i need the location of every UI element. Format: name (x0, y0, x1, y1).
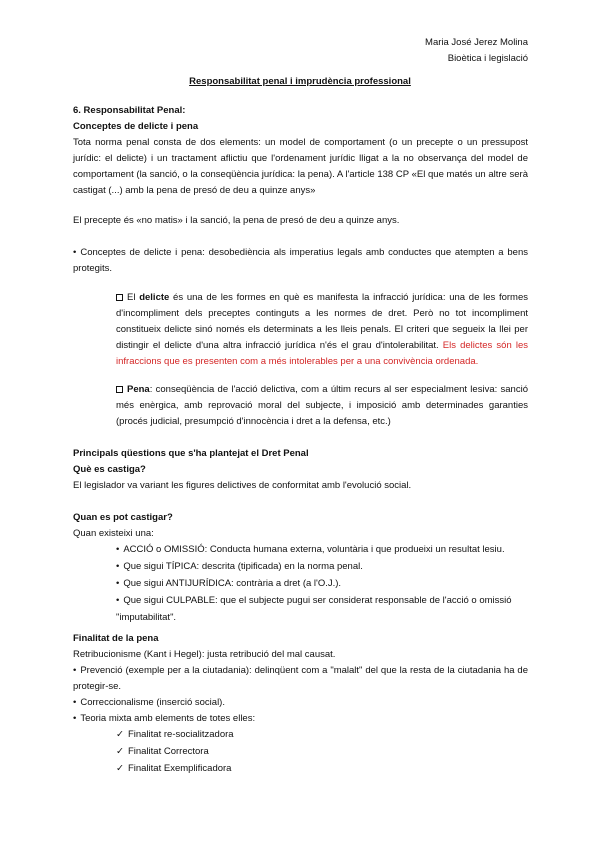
bullet-icon: • (116, 595, 120, 606)
pena-item (116, 382, 528, 430)
bullet-icon: • (116, 561, 120, 572)
check-item: ✓ Finalitat Exemplificadora (116, 760, 231, 777)
bullet-text: Conceptes de delicte i pena: desobediència als imperatius legals amb conductes que atempten a bens protegits. (73, 247, 528, 274)
bullet-icon: • (73, 665, 77, 676)
precept-paragraph: El precepte és «no matis» i la sanció, la pena de presó de deu a quinze anys. (73, 215, 400, 226)
list-item: • Que sigui CULPABLE: que el subjecte pugui ser considerat responsable de l'acció o omissió "imputabilitat". (116, 592, 528, 626)
list-item: • Que sigui ANTIJURÍDICA: contrària a dret (a l'O.J.). (116, 575, 528, 592)
list-item: • Que sigui TÍPICA: descrita (tipificada) en la norma penal. (116, 558, 528, 575)
checkmark-icon: ✓ (116, 746, 124, 757)
header-subject: Bioètica i legislació (447, 53, 528, 64)
intro-paragraph: Tota norma penal consta de dos elements: un model de comportament (o un precepte o un pressupost jurídic: el delicte) i un tractament aflictiu que l'ordenament jurídic lligat a la no observança del model de comportament (la sanció, o la conseqüència jurídica: la pena). A l'article 138 CP «El que matés un altre serà castigat (...) amb la pena de presó de deu a quinze anys» (73, 137, 528, 196)
bullet-icon: • (73, 713, 77, 724)
check-item: ✓ Finalitat re-socialitzadora (116, 726, 234, 743)
question-2: Quan es pot castigar? (73, 512, 173, 523)
finalitat-heading: Finalitat de la pena (73, 633, 159, 644)
pena-text: : conseqüència de l'acció delictiva, com a últim recurs al ser especialment lesiva: sanció més enèrgica, amb reprovació moral del subjecte, i imposició amb determinades garanties (procés judicial, presumpció d'innocència i dret a la defensa, etc.) (116, 384, 528, 427)
delicte-text: és una de les formes en què es manifesta la infracció jurídica: una de les formes d'incompliment dels preceptes continguts a les normes de dret. Però no tot incompliment constitueix delicte sinó només els determinats a les lleis penals. El criteri que segueix la llei per distingir el delicte d'una altra infracció jurídica n'és el grau d'intolerabilitat. (116, 292, 529, 351)
questions-heading: Principals qüestions que s'ha plantejat el Dret Penal (73, 448, 309, 459)
checkmark-icon: ✓ (116, 763, 124, 774)
finalitat-line-4: • Teoria mixta amb elements de totes elles: (73, 711, 528, 727)
finalitat-line-2: • Prevenció (exemple per a la ciutadania): delinqüent com a "malalt" del que la resta de la ciutadania ha de protegir-se. (73, 665, 528, 692)
list-item: • ACCIÓ o OMISSIÓ: Conducta humana externa, voluntària i que produeixi un resultat lesiu. (116, 541, 528, 558)
checkmark-icon: ✓ (116, 729, 124, 740)
delicte-item (116, 290, 528, 370)
finalitat-line-3: • Correccionalisme (inserció social). (73, 695, 528, 711)
section-heading: 6. Responsabilitat Penal: (73, 105, 186, 116)
delicte-label: delicte (139, 292, 170, 303)
finalitat-line-1: Retribucionisme (Kant i Hegel): justa retribució del mal causat. (73, 649, 336, 660)
section-subheading: Conceptes de delicte i pena (73, 121, 199, 132)
header-author: Maria José Jerez Molina (425, 37, 528, 48)
bullet-icon: • (116, 578, 120, 589)
bullet-icon: • (73, 697, 77, 708)
checkbox-square-icon (116, 386, 123, 393)
answer-1: El legislador va variant les figures delictives de conformitat amb l'evolució social. (73, 480, 412, 491)
bullet-icon: • (73, 247, 77, 258)
bullet-icon: • (116, 544, 120, 555)
pena-label: Pena (127, 384, 150, 395)
delicte-pre: El (127, 292, 136, 303)
bullet-paragraph (73, 245, 528, 277)
check-item: ✓ Finalitat Correctora (116, 743, 209, 760)
question-1: Què es castiga? (73, 464, 146, 475)
checkbox-square-icon (116, 294, 123, 301)
delicte-highlight: Els delictes són les infraccions que es presenten com a més intolerables per a una convivència ordenada. (116, 340, 528, 367)
document-title: Responsabilitat penal i imprudència professional (189, 76, 411, 87)
answer-2-intro: Quan existeixi una: (73, 528, 154, 539)
